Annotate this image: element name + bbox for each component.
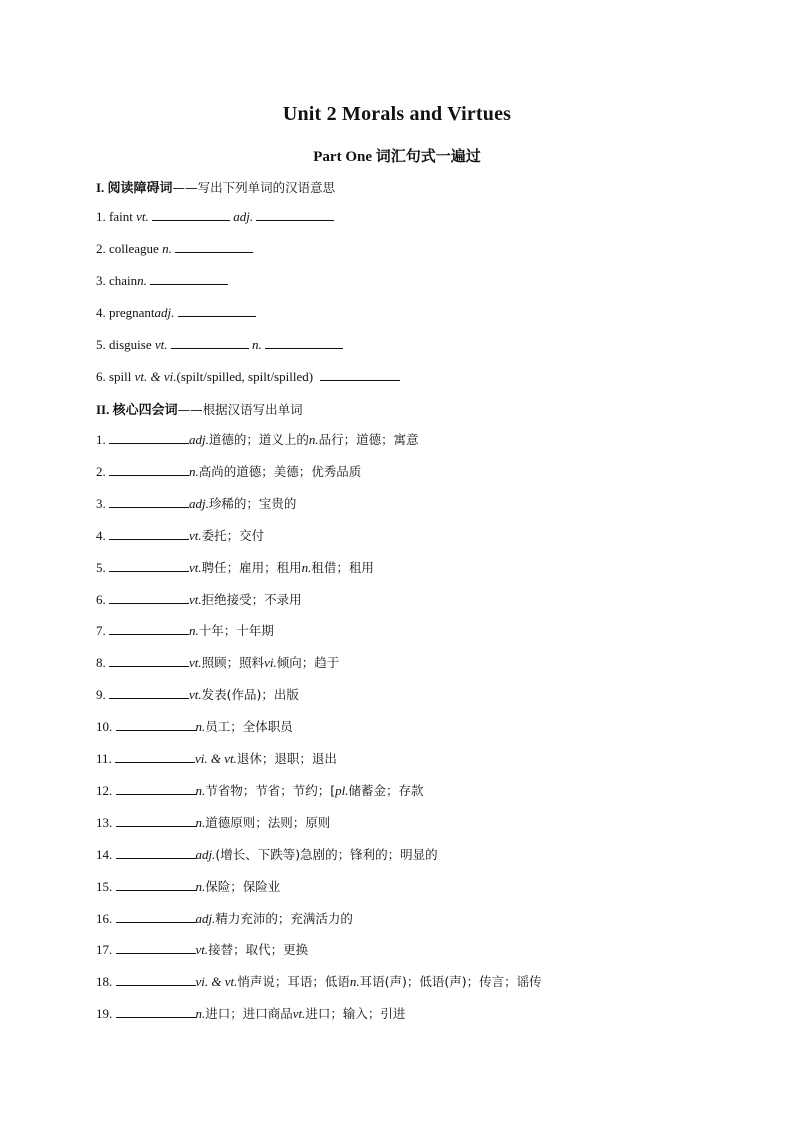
- answer-blank[interactable]: [109, 462, 189, 476]
- answer-blank[interactable]: [116, 877, 196, 891]
- part-of-speech-2: vt.: [292, 1006, 306, 1021]
- item-number: 8.: [96, 655, 106, 670]
- answer-blank[interactable]: [320, 367, 400, 381]
- answer-blank[interactable]: [171, 335, 249, 349]
- part-of-speech: n.: [195, 879, 206, 894]
- answer-blank[interactable]: [109, 558, 189, 572]
- meaning: 珍稀的；宝贵的: [208, 496, 297, 511]
- vocab-item: [96, 621, 274, 640]
- vocab-item: [96, 940, 308, 959]
- item-number: 16.: [96, 911, 113, 926]
- answer-blank[interactable]: [265, 335, 343, 349]
- vocab-item: 4. pregnantadj.: [96, 303, 256, 322]
- meaning: 精力充沛的；充满活力的: [215, 911, 353, 926]
- meaning-2: 耳语(声)；低语(声)；传言；谣传: [359, 974, 542, 989]
- section-2-heading: [96, 399, 303, 418]
- page-title: Unit 2 Morals and Virtues: [282, 103, 512, 125]
- meaning: 发表(作品)；出版: [201, 687, 299, 702]
- vocab-item: 1. faint vt. adj.: [96, 207, 334, 226]
- meaning: 聘任；雇用；租用: [201, 560, 302, 575]
- part-of-speech: n.: [189, 464, 199, 479]
- vocab-item: [96, 749, 337, 768]
- meaning: 进口；进口商品: [205, 1006, 293, 1021]
- section-1-heading-rest: ——写出下列单词的汉语意思: [172, 180, 336, 195]
- vocab-item: [96, 558, 374, 577]
- part-of-speech: vt.: [189, 655, 202, 670]
- item-number: 1.: [96, 432, 106, 447]
- part-of-speech: n.: [195, 719, 206, 734]
- section-1-heading: [96, 177, 335, 196]
- part-of-speech: vt.: [189, 528, 202, 543]
- answer-blank[interactable]: [116, 845, 196, 859]
- vocab-item: 2. colleague n.: [96, 239, 253, 258]
- item-number: 18.: [96, 974, 113, 989]
- item-number: 17.: [96, 942, 113, 957]
- vocab-item: [96, 1004, 405, 1023]
- vocab-item: 3. chainn.: [96, 271, 228, 290]
- section-2-heading-rest: ——根据汉语写出单词: [177, 402, 303, 417]
- answer-blank[interactable]: [109, 526, 189, 540]
- section-2-heading-bold: II. 核心四会词: [96, 402, 178, 417]
- vocab-item: 5. disguise vt. n.: [96, 335, 343, 354]
- answer-blank[interactable]: [178, 303, 256, 317]
- page-subtitle: Part One 词汇句式一遍过: [313, 149, 481, 165]
- answer-blank[interactable]: [116, 909, 196, 923]
- answer-blank[interactable]: [109, 430, 189, 444]
- part-of-speech: n.: [195, 1006, 206, 1021]
- part-of-speech-2: n.: [349, 974, 360, 989]
- item-number: 19.: [96, 1006, 113, 1021]
- vocab-item: [96, 526, 264, 545]
- part-of-speech: vt.: [189, 687, 202, 702]
- answer-blank[interactable]: [109, 494, 189, 508]
- vocab-item: [96, 877, 280, 896]
- meaning-2: 倾向；趋于: [276, 655, 340, 670]
- meaning: 照顾；照料: [201, 655, 265, 670]
- answer-blank[interactable]: [152, 207, 230, 221]
- answer-blank[interactable]: [109, 621, 189, 635]
- vocab-item: [96, 494, 296, 513]
- part-of-speech: vi. & vt.: [195, 751, 237, 766]
- vocab-item: [96, 653, 339, 672]
- meaning-2: 储蓄金；存款: [348, 783, 424, 798]
- item-number: 13.: [96, 815, 113, 830]
- meaning: 高尚的道德；美德；优秀品质: [198, 464, 362, 479]
- vocab-item: [96, 845, 438, 864]
- vocab-item: [96, 717, 293, 736]
- vocab-item: [96, 813, 330, 832]
- part-of-speech: adj.: [189, 496, 209, 511]
- answer-blank[interactable]: [115, 749, 195, 763]
- vocab-item: [96, 462, 361, 481]
- meaning: 十年；十年期: [198, 623, 274, 638]
- meaning: 接替；取代；更换: [208, 942, 309, 957]
- section-1-heading-bold: I. 阅读障碍词: [96, 180, 173, 195]
- meaning: (增长、下跌等)急剧的；锋利的；明显的: [215, 847, 438, 862]
- part-of-speech: adj.: [195, 847, 216, 862]
- part-of-speech: vt.: [195, 942, 209, 957]
- vocab-item: [96, 909, 353, 928]
- part-of-speech: n.: [195, 783, 206, 798]
- answer-blank[interactable]: [116, 940, 196, 954]
- item-number: 9.: [96, 687, 106, 702]
- meaning: 节省物；节省；节约；[: [205, 783, 336, 798]
- part-of-speech-2: vi.: [264, 655, 277, 670]
- meaning-2: 租借；租用: [311, 560, 374, 575]
- vocab-item: [96, 972, 542, 991]
- part-of-speech-2: n.: [308, 432, 319, 447]
- item-number: 4.: [96, 528, 106, 543]
- item-number: 5.: [96, 560, 106, 575]
- part-of-speech: vt.: [189, 560, 202, 575]
- meaning-2: 进口；输入；引进: [305, 1006, 406, 1021]
- answer-blank[interactable]: [116, 1004, 196, 1018]
- part-of-speech: n.: [189, 623, 199, 638]
- answer-blank[interactable]: [256, 207, 334, 221]
- vocab-item: [96, 590, 302, 609]
- meaning: 道德原则；法则；原则: [205, 815, 331, 830]
- part-of-speech-2: n.: [301, 560, 312, 575]
- answer-blank[interactable]: [109, 653, 189, 667]
- item-number: 3.: [96, 496, 106, 511]
- answer-blank[interactable]: [116, 813, 196, 827]
- answer-blank[interactable]: [109, 590, 189, 604]
- meaning: 保险；保险业: [205, 879, 281, 894]
- answer-blank[interactable]: [116, 781, 196, 795]
- meaning: 道德的；道义上的: [208, 432, 309, 447]
- part-of-speech: vi. & vt.: [195, 974, 238, 989]
- item-number: 12.: [96, 783, 113, 798]
- meaning-2: 品行；道德；寓意: [318, 432, 419, 447]
- part-of-speech: adj.: [189, 432, 209, 447]
- item-number: 15.: [96, 879, 113, 894]
- item-number: 2.: [96, 464, 106, 479]
- meaning: 悄声说；耳语；低语: [237, 974, 350, 989]
- item-number: 6.: [96, 592, 106, 607]
- item-number: 14.: [96, 847, 113, 862]
- answer-blank[interactable]: [116, 972, 196, 986]
- meaning: 退休；退职；退出: [236, 751, 337, 766]
- part-of-speech: n.: [195, 815, 206, 830]
- meaning: 委托；交付: [201, 528, 265, 543]
- meaning: 员工；全体职员: [205, 719, 293, 734]
- vocab-item: [96, 430, 419, 449]
- answer-blank[interactable]: [109, 685, 189, 699]
- meaning: 拒绝接受；不录用: [201, 592, 302, 607]
- part-of-speech: vt.: [189, 592, 202, 607]
- answer-blank[interactable]: [116, 717, 196, 731]
- answer-blank[interactable]: [150, 271, 228, 285]
- vocab-item: [96, 685, 299, 704]
- item-number: 11.: [96, 751, 112, 766]
- item-number: 10.: [96, 719, 113, 734]
- vocab-item: 6. spill vt. & vi.(spilt/spilled, spilt/spilled): [96, 367, 400, 386]
- part-of-speech: adj.: [195, 911, 216, 926]
- answer-blank[interactable]: [175, 239, 253, 253]
- vocab-item: [96, 781, 424, 800]
- part-of-speech-2: pl.: [335, 783, 349, 798]
- item-number: 7.: [96, 623, 106, 638]
